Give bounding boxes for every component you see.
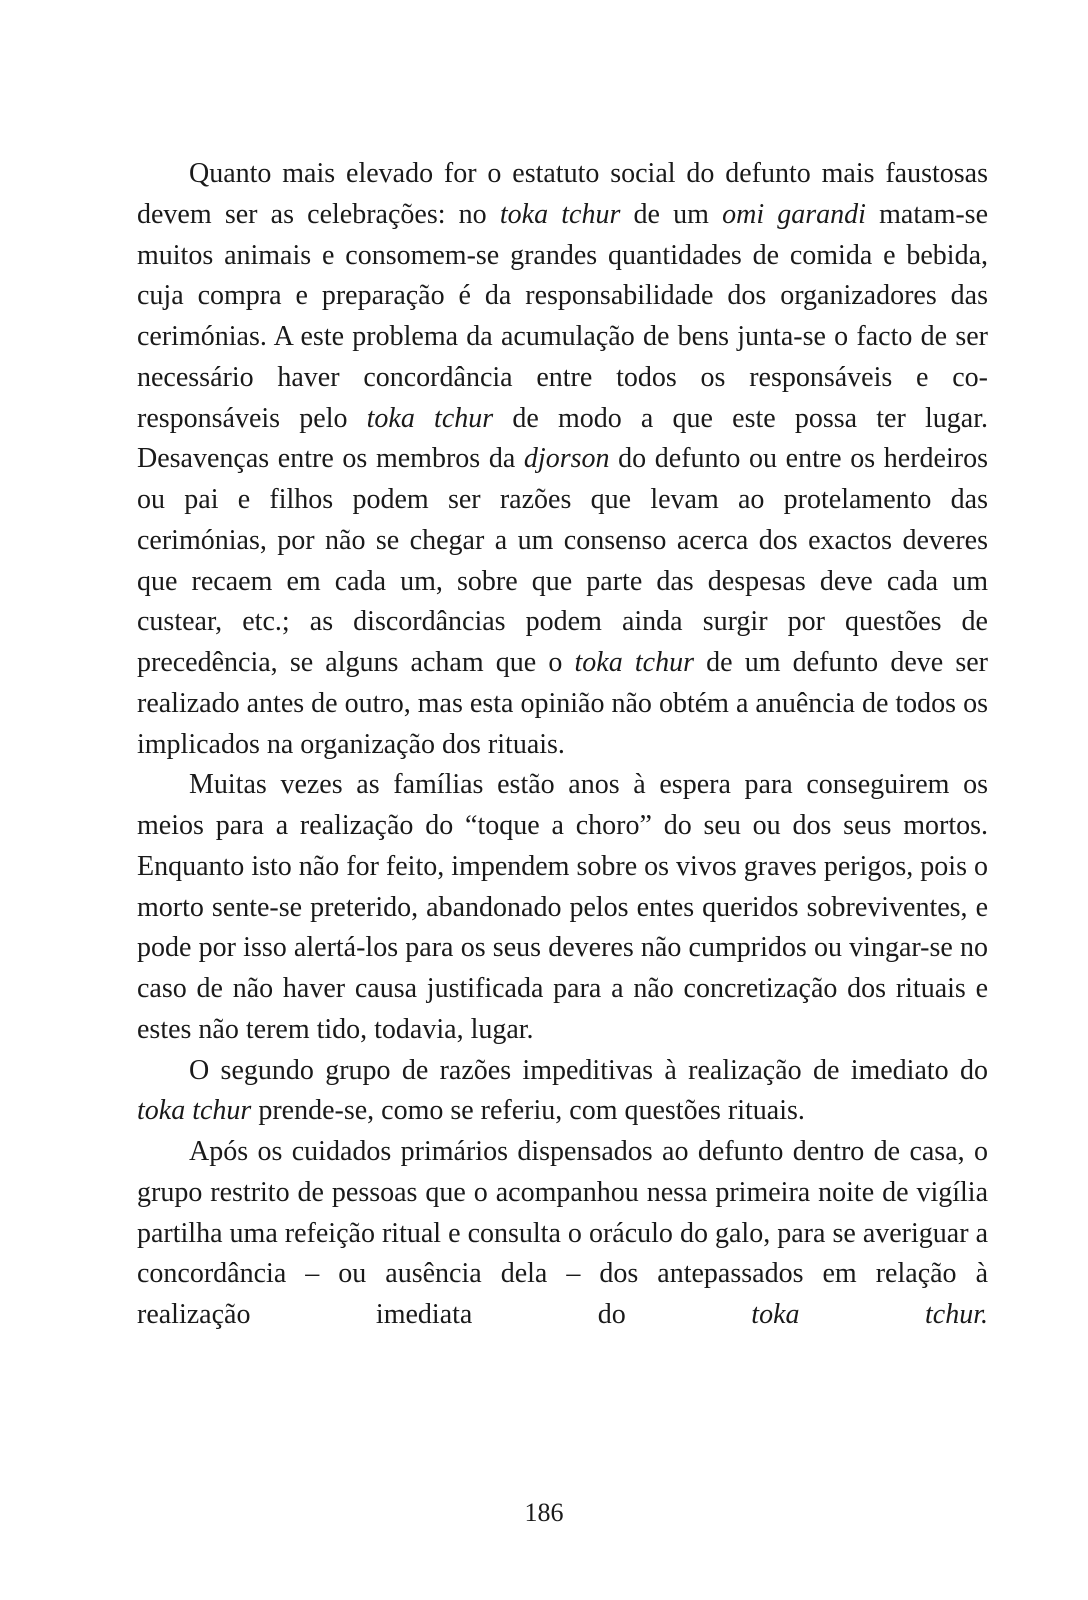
italic-term: toka tchur	[499, 198, 621, 230]
text-run: Quanto mais elevado for o estatuto social do defunto mais faustosas devem ser as celebrações: no	[137, 158, 988, 230]
paragraph	[137, 154, 988, 765]
italic-term: toka tchur	[574, 647, 694, 678]
text-run: O segundo grupo de razões impeditivas à realização de imediato do	[189, 1054, 988, 1086]
page-number: 186	[524, 1498, 564, 1527]
text-run: Após os cuidados primários dispensados ao defunto dentro de casa, o grupo restrito de pessoas que o acompanhou nessa primeira noite de vigília partilha uma refeição ritual e consulta o oráculo do galo, para se averiguar a concordância – ou ausência dela – dos antepassados em relação à realização imediata do	[137, 1136, 988, 1330]
body-text	[137, 154, 988, 1336]
text-run: prende-se, como se referiu, com questões rituais.	[251, 1095, 805, 1127]
italic-term: toka tchur	[137, 1095, 252, 1127]
paragraph	[137, 1132, 988, 1336]
italic-term: omi garandi	[722, 198, 866, 230]
italic-term: toka tchur.	[751, 1299, 988, 1330]
italic-term: toka tchur	[366, 402, 494, 434]
text-run: de um defunto deve ser realizado antes de outro, mas esta opinião não obtém a anuência de todos os implicados na organização dos rituais.	[137, 647, 988, 760]
paragraph	[137, 765, 988, 1050]
text-run: do defunto ou entre os herdeiros ou pai e filhos podem ser razões que levam ao protelamento das cerimónias, por não se chegar a um consenso acerca dos exactos deveres que recaem em cada um, sobre que parte das despesas deve cada um custear, etc.; as discordâncias podem ainda surgir por questões de precedência, se alguns acham que o	[137, 443, 988, 678]
text-run: Muitas vezes as famílias estão anos à espera para conseguirem os meios para a realização do “toque a choro” do seu ou dos seus mortos. Enquanto isto não for feito, impendem sobre os vivos graves perigos, pois o morto sente-se preterido, abandonado pelos entes queridos sobreviventes, e pode por isso alertá-los para os seus deveres não cumpridos ou vingar-se no caso de não haver causa justificada para a não concretização dos rituais e estes não terem tido, todavia, lugar.	[137, 769, 988, 1045]
text-run: de modo a que este possa ter lugar. Desavenças entre os membros da	[137, 402, 988, 475]
paragraph	[137, 1051, 988, 1133]
italic-term: djorson	[523, 443, 610, 475]
text-run: de um	[620, 198, 723, 230]
text-run: matam-se muitos animais e consomem-se grandes quantidades de comida e bebida, cuja compra e preparação é da responsabilidade dos organizadores das cerimónias. A este problema da acumulação de bens junta-se o facto de ser necessário haver concordância entre todos os responsáveis e co-responsáveis pelo	[137, 198, 988, 434]
